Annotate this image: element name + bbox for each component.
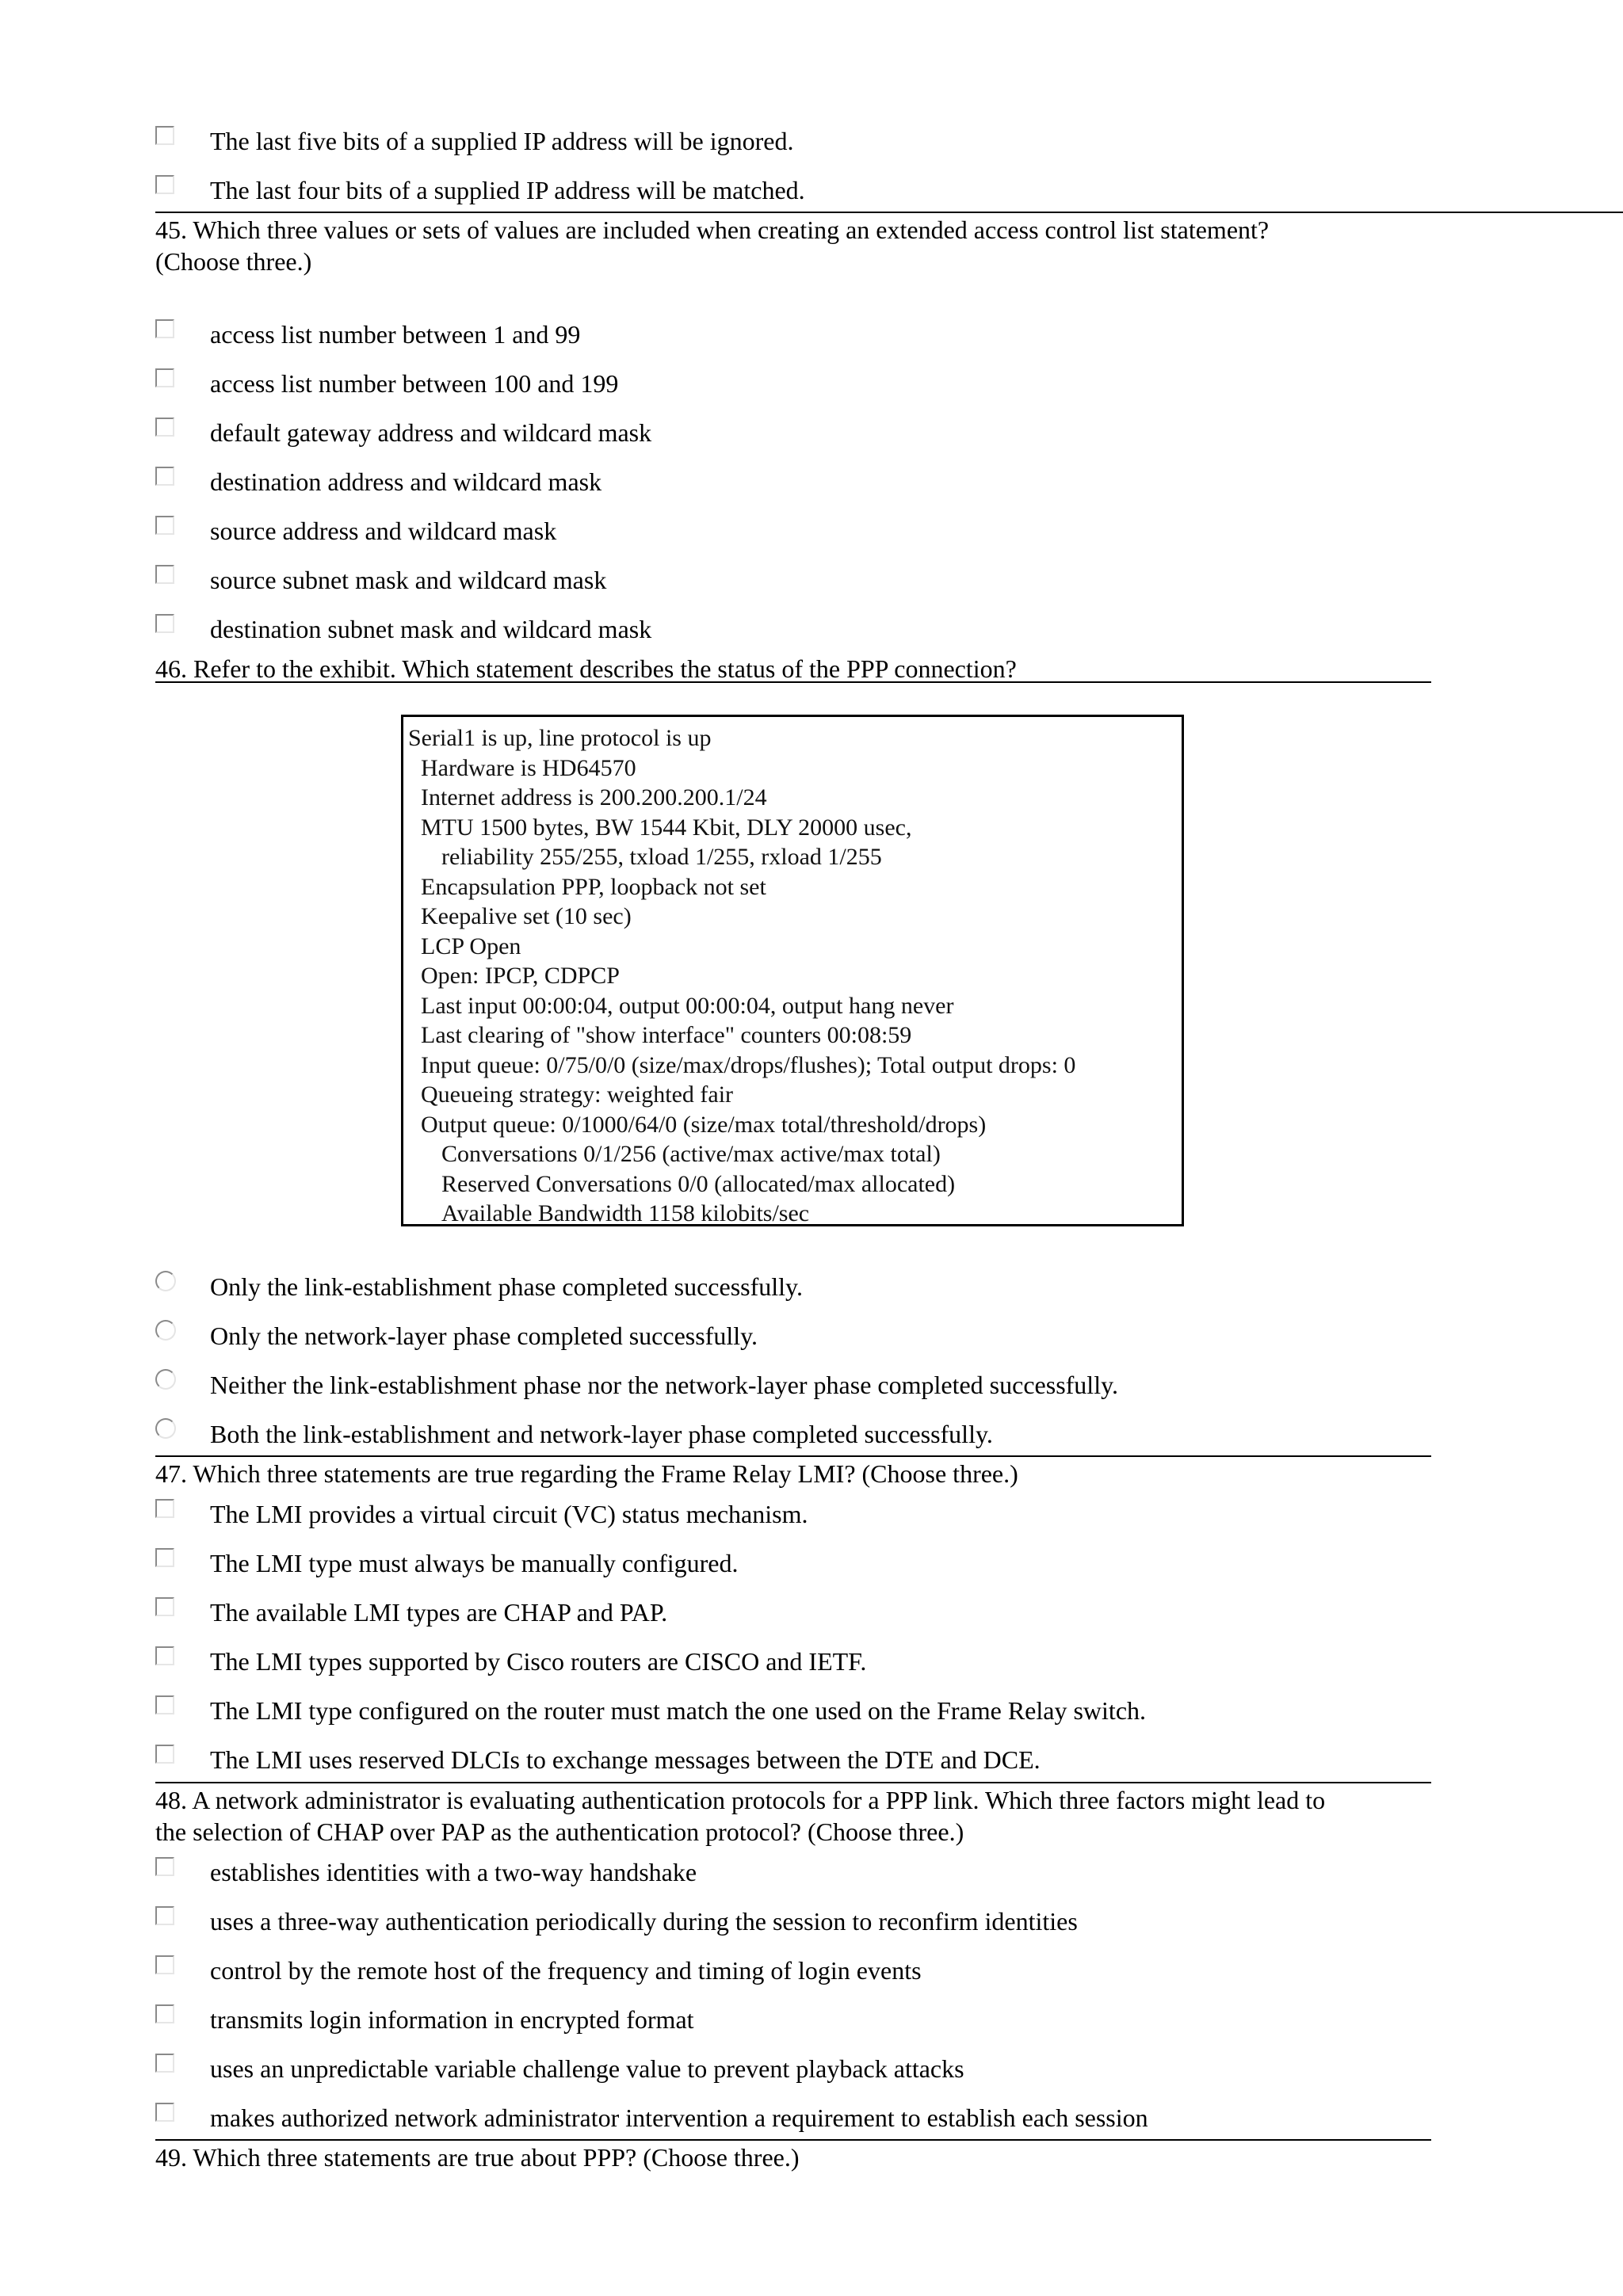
q44-option-2[interactable] xyxy=(155,174,805,206)
option-label: access list number between 100 and 199 xyxy=(210,369,619,398)
checkbox[interactable] xyxy=(155,319,174,338)
q47-option-3[interactable] xyxy=(155,1596,667,1628)
option-label: The available LMI types are CHAP and PAP. xyxy=(210,1598,668,1627)
q47-option-4[interactable] xyxy=(155,1646,866,1677)
checkbox[interactable] xyxy=(155,1857,174,1876)
q48-option-6[interactable] xyxy=(155,2102,1148,2134)
checkbox[interactable] xyxy=(155,368,174,387)
option-label: establishes identities with a two-way handshake xyxy=(210,1858,697,1886)
option-label: transmits login information in encrypted format xyxy=(210,2005,694,2034)
q46-option-2[interactable] xyxy=(155,1320,758,1352)
option-label: The last four bits of a supplied IP address will be matched. xyxy=(210,176,805,204)
checkbox[interactable] xyxy=(155,467,174,486)
q47-question: 47. Which three statements are true regarding the Frame Relay LMI? (Choose three.) xyxy=(155,1459,1018,1488)
exhibit-line: Input queue: 0/75/0/0 (size/max/drops/flushes); Total output drops: 0 xyxy=(421,1051,1076,1078)
exhibit-line: Open: IPCP, CDPCP xyxy=(421,963,620,989)
exhibit-line: Conversations 0/1/256 (active/max active/max total) xyxy=(441,1141,941,1167)
q45-question-line1: 45. Which three values or sets of values are included when creating an extended access control list statement? xyxy=(155,215,1270,244)
checkbox[interactable] xyxy=(155,1955,174,1974)
checkbox[interactable] xyxy=(155,2004,174,2023)
exhibit-line: Serial1 is up, line protocol is up xyxy=(408,725,712,751)
q44-option-1[interactable] xyxy=(155,125,793,157)
checkbox[interactable] xyxy=(155,516,174,535)
q47-option-5[interactable] xyxy=(155,1695,1146,1726)
option-label: source address and wildcard mask xyxy=(210,517,557,545)
q48-option-5[interactable] xyxy=(155,2053,964,2084)
exhibit-line: MTU 1500 bytes, BW 1544 Kbit, DLY 20000 usec, xyxy=(421,814,912,841)
exhibit-line: Hardware is HD64570 xyxy=(421,754,636,781)
exhibit-line: Reserved Conversations 0/0 (allocated/max allocated) xyxy=(441,1170,956,1197)
exhibit-line: Last clearing of "show interface" counters 00:08:59 xyxy=(421,1022,912,1048)
option-label: Neither the link-establishment phase nor the network-layer phase completed successfully. xyxy=(210,1371,1118,1399)
exhibit-line: Available Bandwidth 1158 kilobits/sec xyxy=(441,1200,810,1226)
q47-option-6[interactable] xyxy=(155,1744,1041,1775)
q45-option-2[interactable] xyxy=(155,368,618,399)
checkbox[interactable] xyxy=(155,2103,174,2122)
exhibit-line: Output queue: 0/1000/64/0 (size/max total/threshold/drops) xyxy=(421,1111,987,1138)
q49-question: 49. Which three statements are true about PPP? (Choose three.) xyxy=(155,2143,800,2172)
q48-option-4[interactable] xyxy=(155,2004,694,2035)
option-label: makes authorized network administrator intervention a requirement to establish each session xyxy=(210,2103,1148,2132)
q45-question-line2: (Choose three.) xyxy=(155,247,312,276)
checkbox[interactable] xyxy=(155,565,174,584)
checkbox[interactable] xyxy=(155,2054,174,2073)
radio-button[interactable] xyxy=(155,1418,176,1439)
checkbox[interactable] xyxy=(155,418,174,437)
checkbox[interactable] xyxy=(155,1499,174,1518)
option-label: uses an unpredictable variable challenge value to prevent playback attacks xyxy=(210,2054,964,2083)
option-label: destination subnet mask and wildcard mask xyxy=(210,615,652,643)
option-label: The LMI provides a virtual circuit (VC) status mechanism. xyxy=(210,1500,808,1528)
q45-option-5[interactable] xyxy=(155,515,556,547)
exhibit-line: Last input 00:00:04, output 00:00:04, output hang never xyxy=(421,992,954,1019)
option-label: Only the network-layer phase completed successfully. xyxy=(210,1322,758,1350)
q46-option-4[interactable] xyxy=(155,1418,993,1450)
checkbox[interactable] xyxy=(155,1548,174,1567)
checkbox[interactable] xyxy=(155,1646,174,1665)
checkbox[interactable] xyxy=(155,1745,174,1764)
radio-button[interactable] xyxy=(155,1369,176,1390)
q47-option-2[interactable] xyxy=(155,1547,738,1579)
q46-option-3[interactable] xyxy=(155,1369,1118,1401)
option-label: source subnet mask and wildcard mask xyxy=(210,566,607,594)
option-label: Both the link-establishment and network-layer phase completed successfully. xyxy=(210,1420,993,1448)
exhibit-line: Encapsulation PPP, loopback not set xyxy=(421,873,766,900)
checkbox[interactable] xyxy=(155,175,174,194)
option-label: default gateway address and wildcard mask xyxy=(210,418,652,447)
exhibit-line: reliability 255/255, txload 1/255, rxload 1/255 xyxy=(441,844,882,870)
q47-option-1[interactable] xyxy=(155,1498,808,1530)
option-label: The LMI type must always be manually configured. xyxy=(210,1549,739,1577)
q48-question-line2: the selection of CHAP over PAP as the authentication protocol? (Choose three.) xyxy=(155,1817,964,1846)
divider xyxy=(155,2139,1431,2141)
option-label: The LMI type configured on the router must match the one used on the Frame Relay switch. xyxy=(210,1696,1147,1725)
checkbox[interactable] xyxy=(155,1695,174,1714)
option-label: The LMI uses reserved DLCIs to exchange messages between the DTE and DCE. xyxy=(210,1745,1041,1774)
q48-option-2[interactable] xyxy=(155,1905,1078,1937)
q48-option-1[interactable] xyxy=(155,1856,697,1888)
q48-option-3[interactable] xyxy=(155,1955,922,1986)
radio-button[interactable] xyxy=(155,1320,176,1341)
divider xyxy=(155,1782,1431,1783)
option-label: access list number between 1 and 99 xyxy=(210,320,581,349)
q45-option-3[interactable] xyxy=(155,417,651,448)
radio-button[interactable] xyxy=(155,1271,176,1291)
exhibit-line: LCP Open xyxy=(421,933,521,959)
checkbox[interactable] xyxy=(155,1906,174,1925)
q46-option-1[interactable] xyxy=(155,1271,803,1302)
option-label: The last five bits of a supplied IP address will be ignored. xyxy=(210,127,794,155)
exhibit-line: Queueing strategy: weighted fair xyxy=(421,1081,734,1108)
q45-option-1[interactable] xyxy=(155,318,580,350)
q48-question-line1: 48. A network administrator is evaluating authentication protocols for a PPP link. Which three factors might lead to xyxy=(155,1786,1326,1814)
q45-option-7[interactable] xyxy=(155,613,651,645)
option-label: uses a three-way authentication periodically during the session to reconfirm identities xyxy=(210,1907,1078,1936)
divider xyxy=(155,212,1623,213)
q46-question: 46. Refer to the exhibit. Which statement describes the status of the PPP connection? xyxy=(155,654,1017,683)
option-label: The LMI types supported by Cisco routers are CISCO and IETF. xyxy=(210,1647,867,1676)
exhibit-line: Keepalive set (10 sec) xyxy=(421,903,632,929)
checkbox[interactable] xyxy=(155,614,174,633)
option-label: destination address and wildcard mask xyxy=(210,467,602,496)
option-label: control by the remote host of the frequency and timing of login events xyxy=(210,1956,922,1985)
checkbox[interactable] xyxy=(155,1597,174,1616)
divider xyxy=(155,1455,1431,1457)
q45-option-4[interactable] xyxy=(155,466,601,498)
exhibit-line: Internet address is 200.200.200.1/24 xyxy=(421,784,767,810)
q45-option-6[interactable] xyxy=(155,564,606,596)
exhibit-box xyxy=(401,715,1184,1226)
option-label: Only the link-establishment phase completed successfully. xyxy=(210,1272,803,1301)
checkbox[interactable] xyxy=(155,126,174,145)
divider xyxy=(155,681,1431,683)
